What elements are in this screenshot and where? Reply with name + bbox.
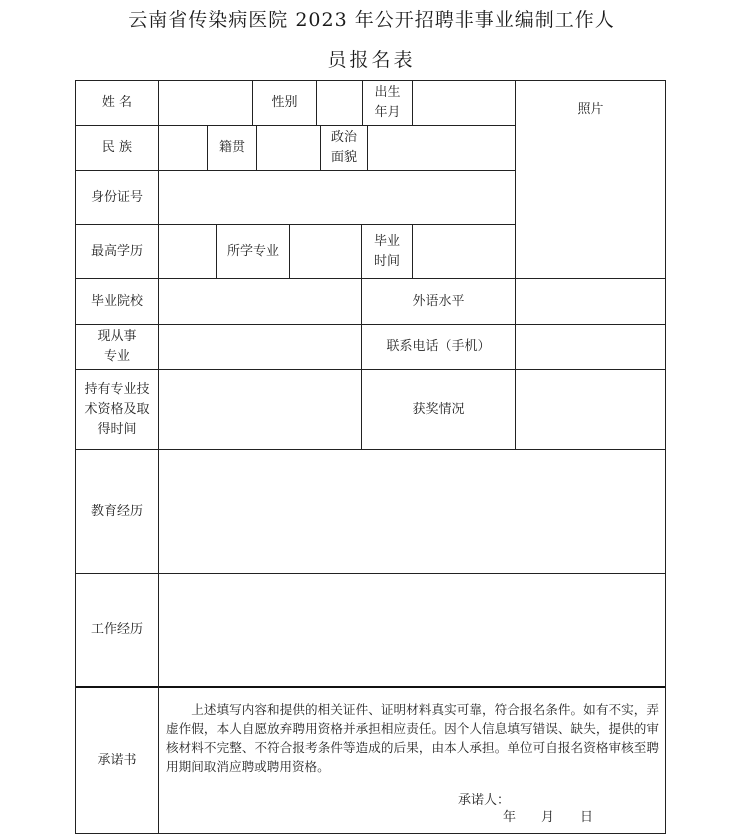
birth-label: [363, 81, 412, 125]
gender-label: 性别: [271, 95, 298, 110]
qualification-label-line-1: 持有专业技: [84, 381, 150, 397]
political-status-label: [321, 126, 367, 170]
education-history-field[interactable]: [159, 450, 665, 573]
political-status-field[interactable]: [368, 126, 515, 170]
qualification-label-line-3: 得时间: [97, 421, 137, 437]
pledge-text: 上述填写内容和提供的相关证件、证明材料真实可靠，符合报名条件。如有不实，弄虚作假，本人自愿放弃聘用资格并承担相应责任。因个人信息填写错误、缺失，提供的审核材料不完整、不符合报考条件等造成的后果，由本人承担。单位可自报名资格审核至聘用期间取消应聘或聘用资格。: [166, 702, 659, 774]
school-label: 毕业院校: [90, 293, 143, 309]
qualification-label-line-2: 术资格及取: [84, 401, 150, 417]
ethnicity-label: 民 族: [101, 140, 133, 155]
grad-time-field[interactable]: [413, 225, 515, 278]
pledge-label: 承诺书: [97, 752, 137, 768]
form-title-line-1: 云南省传染病医院 2023 年公开招聘非事业编制工作人: [128, 9, 615, 31]
date-month: 月: [541, 810, 555, 825]
major-label: 所学专业: [226, 243, 279, 259]
current-major-label: [76, 325, 158, 369]
id-number-label: 身份证号: [90, 189, 143, 205]
signer-label: 承诺人：: [458, 793, 511, 808]
form-title-line-2: 员报名表: [327, 49, 416, 71]
grad-time-label-line-2: 时间: [373, 253, 400, 269]
education-field[interactable]: [159, 225, 216, 278]
native-place-label: 籍贯: [218, 140, 245, 155]
education-label: 最高学历: [90, 243, 143, 259]
work-history-label: 工作经历: [90, 622, 143, 637]
gender-field[interactable]: [317, 81, 362, 125]
political-label-line-2: 面貌: [330, 150, 357, 165]
date-day: 日: [580, 810, 594, 825]
name-label: 姓 名: [101, 95, 133, 110]
current-major-label-line-2: 专业: [103, 349, 130, 364]
birth-label-line-2: 年月: [374, 105, 401, 120]
grid-line: [75, 833, 666, 834]
current-major-field[interactable]: [159, 325, 361, 369]
birth-label-line-1: 出生: [374, 85, 401, 100]
name-field[interactable]: [159, 81, 252, 125]
native-place-field[interactable]: [257, 126, 320, 170]
school-field[interactable]: [159, 279, 361, 324]
id-number-field[interactable]: [159, 171, 515, 224]
language-field[interactable]: [516, 279, 665, 324]
photo-placeholder[interactable]: 照片: [577, 102, 604, 117]
phone-field[interactable]: [516, 325, 665, 369]
grad-time-label: [362, 225, 412, 278]
current-major-label-line-1: 现从事: [97, 329, 137, 344]
phone-label: 联系电话（手机）: [386, 339, 491, 354]
awards-field[interactable]: [516, 370, 665, 449]
education-history-label: 教育经历: [90, 503, 143, 519]
language-label: 外语水平: [412, 293, 465, 309]
work-history-field[interactable]: [159, 574, 665, 686]
birth-date-field[interactable]: [413, 81, 515, 125]
ethnicity-field[interactable]: [159, 126, 207, 170]
awards-label: 获奖情况: [412, 401, 465, 417]
grid-line: [665, 80, 666, 834]
date-year: 年: [503, 810, 517, 825]
grid-line: [75, 686, 666, 688]
grad-time-label-line-1: 毕业: [373, 233, 400, 249]
qualification-label: [76, 370, 158, 449]
qualification-field[interactable]: [159, 370, 361, 449]
major-field[interactable]: [290, 225, 361, 278]
political-label-line-1: 政治: [330, 130, 357, 145]
